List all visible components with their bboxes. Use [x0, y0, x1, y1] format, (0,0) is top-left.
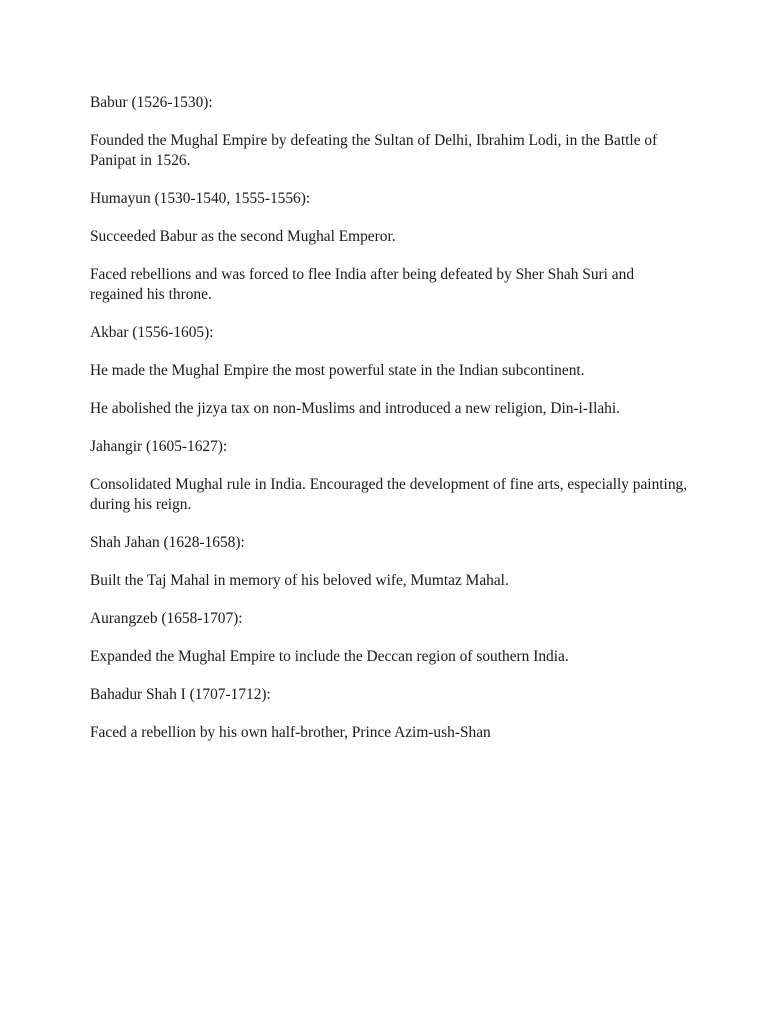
paragraph-humayun-succession: Succeeded Babur as the second Mughal Emperor.	[90, 228, 396, 245]
paragraph-humayun-rebellions: Faced rebellions and was forced to flee India after being defeated by Sher Shah Suri and regained his throne.	[90, 266, 635, 303]
heading-jahangir: Jahangir (1605-1627):	[90, 438, 228, 455]
paragraph-aurangzeb-deccan: Expanded the Mughal Empire to include the Deccan region of southern India.	[90, 648, 569, 665]
document-body	[90, 93, 690, 761]
heading-babur: Babur (1526-1530):	[90, 94, 213, 111]
heading-aurangzeb: Aurangzeb (1658-1707):	[90, 610, 243, 627]
heading-humayun: Humayun (1530-1540, 1555-1556):	[90, 190, 311, 207]
paragraph-jahangir-rule: Consolidated Mughal rule in India. Encouraged the development of fine arts, especially painting, during his reign.	[90, 476, 688, 513]
heading-shah-jahan: Shah Jahan (1628-1658):	[90, 534, 245, 551]
paragraph-shah-jahan-taj-mahal: Built the Taj Mahal in memory of his beloved wife, Mumtaz Mahal.	[90, 572, 509, 589]
paragraph-bahadur-shah-rebellion: Faced a rebellion by his own half-brother, Prince Azim-ush-Shan	[90, 724, 491, 741]
paragraph-babur-founding: Founded the Mughal Empire by defeating the Sultan of Delhi, Ibrahim Lodi, in the Battle of Panipat in 1526.	[90, 132, 658, 169]
paragraph-akbar-jizya: He abolished the jizya tax on non-Muslims and introduced a new religion, Din-i-Ilahi.	[90, 400, 620, 417]
heading-akbar: Akbar (1556-1605):	[90, 324, 214, 341]
paragraph-akbar-power: He made the Mughal Empire the most powerful state in the Indian subcontinent.	[90, 362, 585, 379]
heading-bahadur-shah: Bahadur Shah I (1707-1712):	[90, 686, 271, 703]
